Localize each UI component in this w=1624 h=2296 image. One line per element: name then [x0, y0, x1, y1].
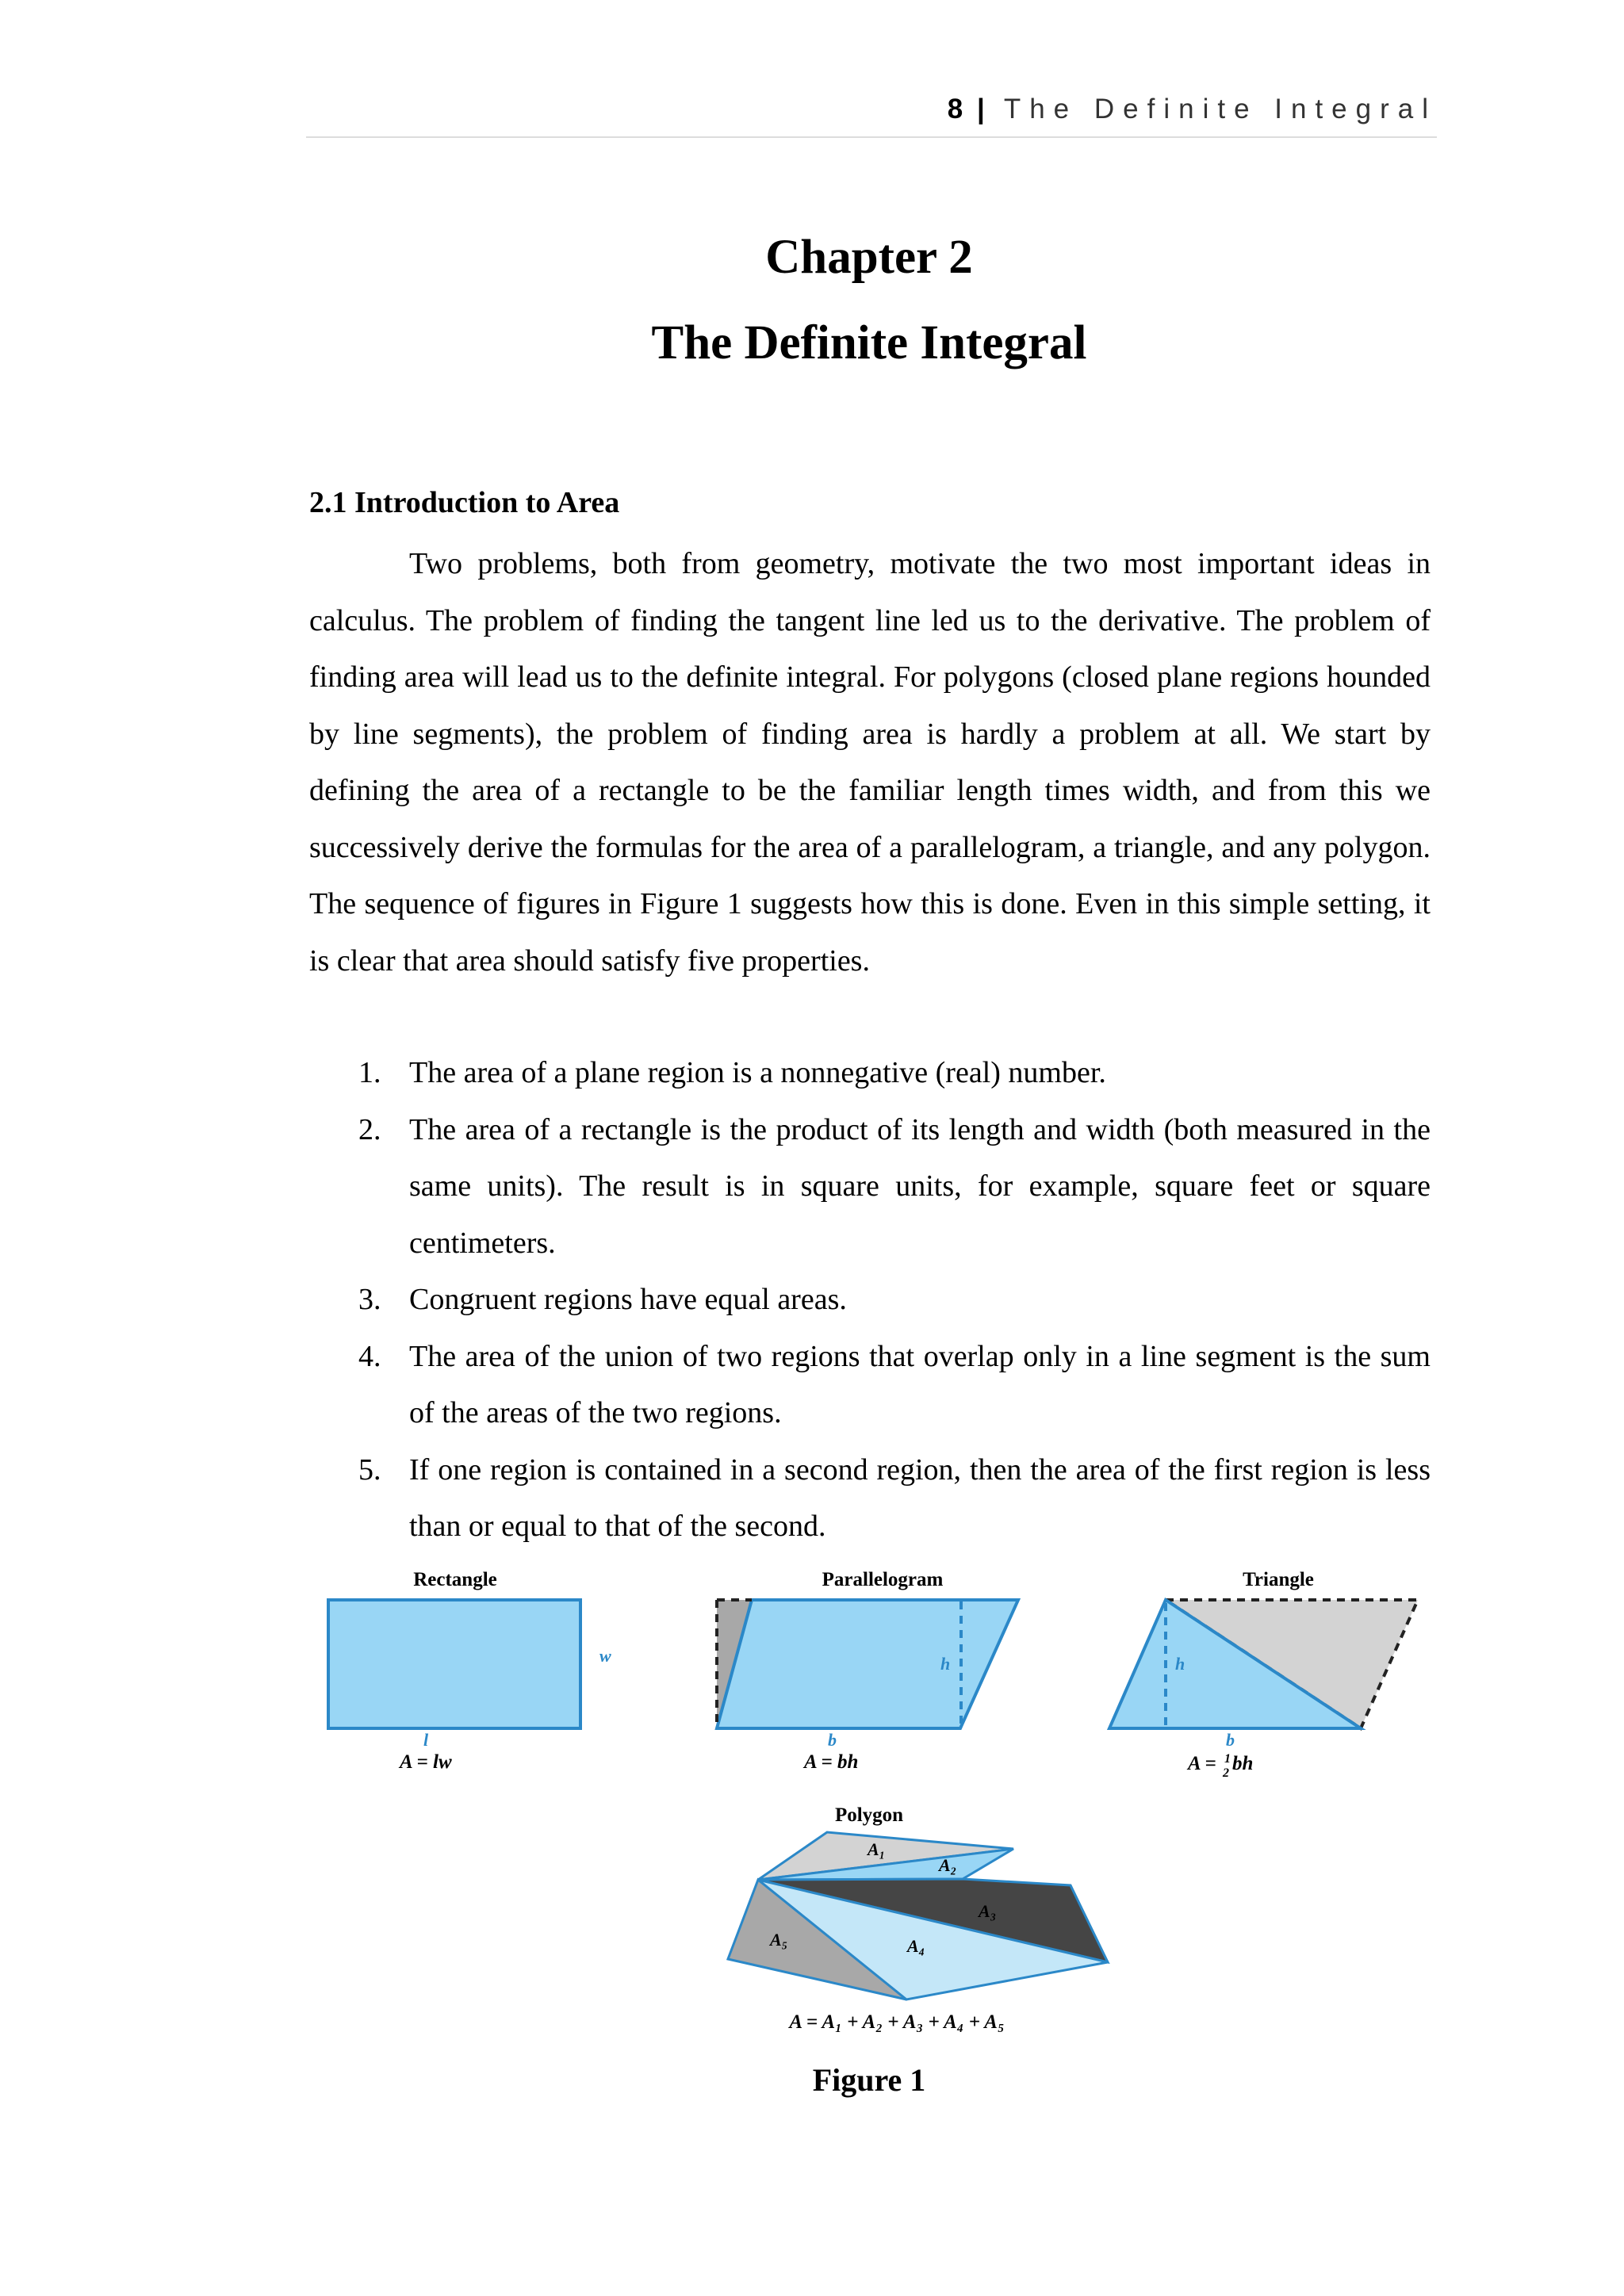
polygon-a3-label: A₃ — [979, 1901, 997, 1921]
running-title: The Definite Integral — [1003, 94, 1437, 124]
rectangle-diagram — [328, 1569, 611, 1773]
parallelogram-h-label: h — [940, 1654, 951, 1674]
polygon-title: Polygon — [834, 1804, 904, 1826]
chapter-title: The Definite Integral — [651, 316, 1087, 369]
list-item — [309, 1329, 1431, 1442]
list-item — [309, 1272, 1431, 1329]
rectangle-w-label: w — [599, 1646, 611, 1666]
page-number: 8 — [947, 94, 967, 124]
triangle-title: Triangle — [1243, 1569, 1314, 1590]
polygon-a1-label: A₁ — [868, 1839, 886, 1859]
parallelogram-formula: A = bh — [804, 1751, 859, 1773]
header-rule — [306, 136, 1437, 138]
list-item — [309, 1442, 1431, 1556]
parallelogram-title: Parallelogram — [822, 1569, 944, 1590]
list-item — [309, 1102, 1431, 1272]
list-text: The area of a plane region is a nonnegative (real) number. — [409, 1056, 1106, 1089]
polygon-a5-label: A₅ — [770, 1930, 788, 1950]
triangle-diagram — [1109, 1569, 1418, 1780]
polygon-a4-label: A₄ — [907, 1936, 925, 1956]
list-text: Congruent regions have equal areas. — [409, 1283, 847, 1316]
intro-paragraph: Two problems, both from geometry, motivate the two most important ideas in calculus. The problem of finding the tangent line led us to the derivative. The problem of finding area will lead us to the definite integral. For polygons (closed plane regions hounded by line segments), the problem of finding area is hardly a problem at all. We start by defining the area of a rectangle to be the familiar length times width, and from this we successively derive the formulas for the area of a parallelogram, a triangle, and any polygon. The sequence of figures in Figure 1 suggests how this is done. Even in this simple setting, it is clear that area should satisfy five properties. — [309, 547, 1431, 978]
list-item — [309, 1045, 1431, 1102]
triangle-formula: A = $^1$ 2 bh — [1188, 1752, 1254, 1780]
rectangle-title: Rectangle — [413, 1569, 497, 1590]
rectangle-shape — [328, 1600, 580, 1728]
chapter-number: Chapter 2 — [765, 231, 973, 284]
polygon-formula: A = A₁ + A₂ + A₃ + A₄ + A₅ — [789, 2011, 1005, 2033]
property-list — [309, 1045, 1431, 1556]
list-text: The area of a rectangle is the product of its length and width (both measured in the same units). The result is in square units, for example, square feet or square centimeters. — [409, 1112, 1431, 1260]
figure-caption: Figure 1 — [812, 2062, 926, 2098]
area-figure — [306, 1562, 1437, 2045]
parallelogram-b-label: b — [828, 1730, 837, 1750]
list-number: 3. — [358, 1283, 381, 1316]
header-separator: | — [976, 94, 988, 124]
list-text: If one region is contained in a second region, then the area of the first region is less than or equal to that of the second. — [409, 1452, 1431, 1543]
triangle-h-label: h — [1175, 1654, 1185, 1674]
list-text: The area of the union of two regions that overlap only in a line segment is the sum of the areas of the two regions. — [409, 1339, 1431, 1429]
parallelogram-shape — [717, 1600, 1018, 1728]
list-number: 5. — [358, 1452, 381, 1487]
section-heading: 2.1 Introduction to Area — [309, 486, 620, 519]
polygon-a2-label: A₂ — [939, 1855, 957, 1875]
list-number: 2. — [358, 1112, 381, 1146]
rectangle-l-label: l — [423, 1730, 429, 1750]
running-header — [306, 94, 1437, 125]
list-number: 1. — [358, 1056, 381, 1089]
list-number: 4. — [358, 1339, 381, 1373]
parallelogram-diagram — [717, 1569, 1018, 1773]
polygon-diagram — [728, 1804, 1108, 2033]
rectangle-formula: A = lw — [400, 1751, 452, 1773]
triangle-b-label: b — [1226, 1730, 1235, 1750]
